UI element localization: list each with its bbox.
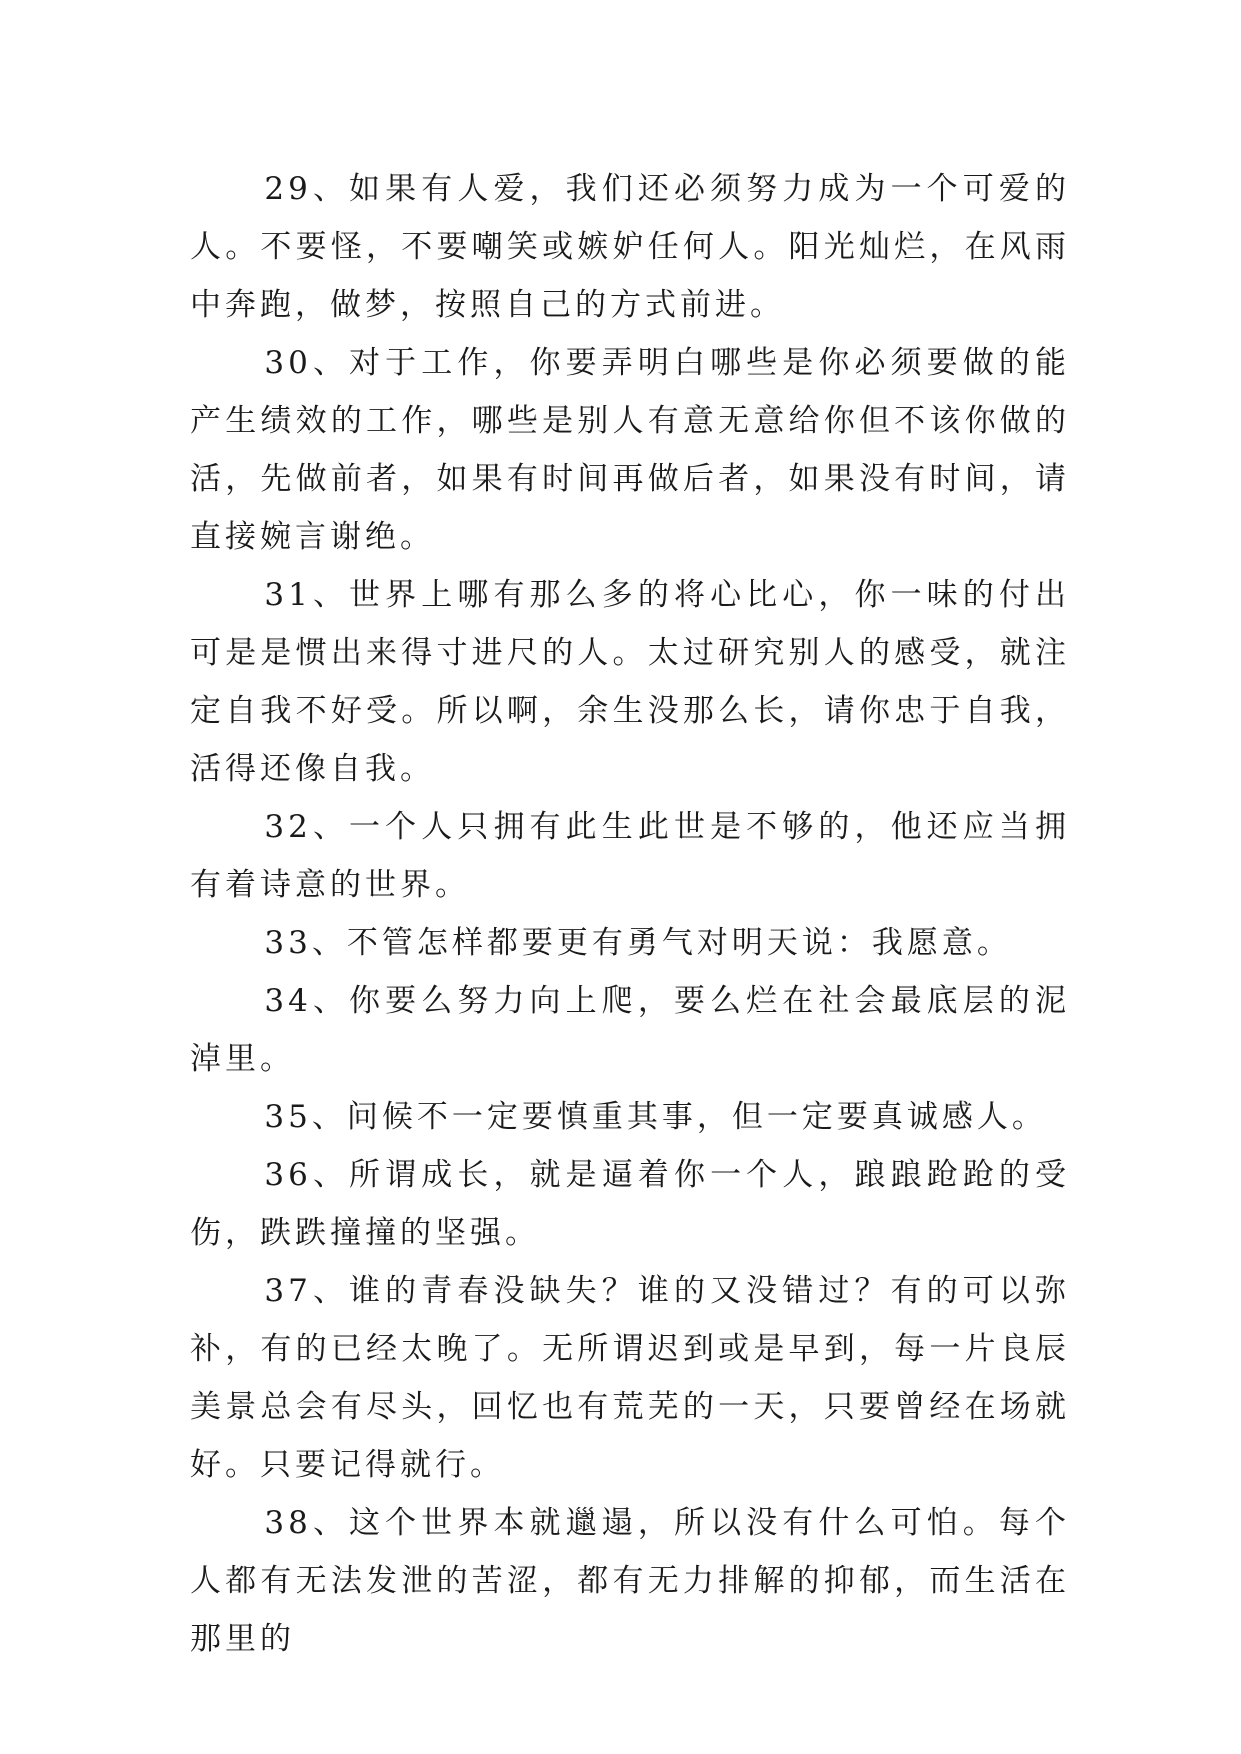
paragraph-36: 36、所谓成长，就是逼着你一个人，踉踉跄跄的受伤，跌跌撞撞的坚强。 <box>190 1157 1070 1251</box>
document-body <box>190 160 1070 1668</box>
paragraph-34: 34、你要么努力向上爬，要么烂在社会最底层的泥淖里。 <box>190 983 1070 1077</box>
paragraph-33: 33、不管怎样都要更有勇气对明天说：我愿意。 <box>264 925 1012 961</box>
paragraph-35: 35、问候不一定要慎重其事，但一定要真诚感人。 <box>264 1099 1047 1135</box>
paragraph-30: 30、对于工作，你要弄明白哪些是你必须要做的能产生绩效的工作，哪些是别人有意无意给你但不该你做的活，先做前者，如果有时间再做后者，如果没有时间，请直接婉言谢绝。 <box>190 345 1070 555</box>
paragraph-29: 29、如果有人爱，我们还必须努力成为一个可爱的人。不要怪，不要嘲笑或嫉妒任何人。阳光灿烂，在风雨中奔跑，做梦，按照自己的方式前进。 <box>190 171 1070 323</box>
paragraph-38: 38、这个世界本就邋遢，所以没有什么可怕。每个人都有无法发泄的苦涩，都有无力排解的抑郁，而生活在那里的 <box>190 1505 1070 1657</box>
paragraph-31: 31、世界上哪有那么多的将心比心，你一味的付出可是是惯出来得寸进尺的人。太过研究别人的感受，就注定自我不好受。所以啊，余生没那么长，请你忠于自我，活得还像自我。 <box>190 577 1070 787</box>
paragraph-37: 37、谁的青春没缺失？谁的又没错过？有的可以弥补，有的已经太晚了。无所谓迟到或是早到，每一片良辰美景总会有尽头，回忆也有荒芜的一天，只要曾经在场就好。只要记得就行。 <box>190 1273 1070 1483</box>
paragraph-32: 32、一个人只拥有此生此世是不够的，他还应当拥有着诗意的世界。 <box>190 809 1070 903</box>
